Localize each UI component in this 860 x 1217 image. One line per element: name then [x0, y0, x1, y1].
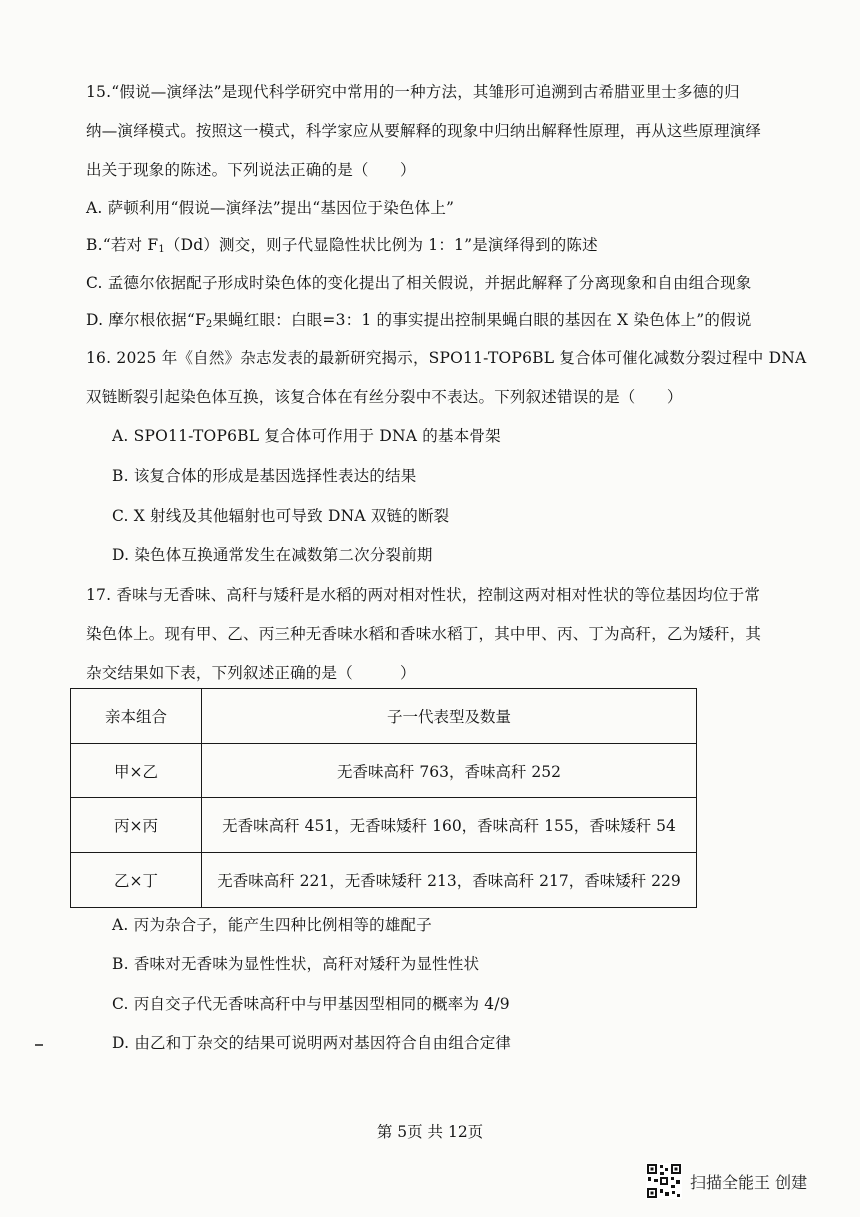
table-row: [71, 744, 697, 798]
q15-stem-line-1: 15.“假说—演绎法”是现代科学研究中常用的一种方法，其雏形可追溯到古希腊亚里士多德的归: [86, 83, 740, 101]
q15-option-d-pre: D. 摩尔根依据“F: [86, 311, 206, 329]
table-cell-cross: 乙×丁: [71, 853, 202, 908]
scan-mark: [35, 1044, 43, 1046]
q15-option-d-sub: 2: [205, 319, 213, 330]
q15-option-b-pre: B.“若对 F: [86, 236, 159, 254]
q15-option-a: A. 萨顿利用“假说—演绎法”提出“基因位于染色体上”: [86, 199, 455, 217]
table-header-cross: 亲本组合: [71, 689, 202, 744]
q16-option-d: D. 染色体互换通常发生在减数第二次分裂前期: [112, 546, 433, 564]
table-row: [71, 798, 697, 853]
qr-code-icon: [646, 1163, 682, 1199]
q17-stem-line-2: 染色体上。现有甲、乙、丙三种无香味水稻和香味水稻丁，其中甲、丙、丁为高秆，乙为矮秆，其: [86, 625, 762, 643]
q15-option-d-post: 果蝇红眼：白眼=3：1 的事实提出控制果蝇白眼的基因在 X 染色体上”的假说: [212, 311, 752, 329]
table-cell-result: 无香味高秆 763，香味高秆 252: [202, 744, 697, 798]
table-header-result: 子一代表型及数量: [202, 689, 697, 744]
q16-option-a: A. SPO11-TOP6BL 复合体可作用于 DNA 的基本骨架: [112, 427, 501, 445]
q17-stem-line-1: 17. 香味与无香味、高秆与矮秆是水稻的两对相对性状，控制这两对相对性状的等位基因均位于常: [86, 586, 761, 604]
q15-option-b-sub: 1: [158, 244, 165, 255]
scanner-watermark-text: 扫描全能王 创建: [690, 1172, 808, 1192]
q15-option-b: [86, 233, 598, 255]
q16-option-b: B. 该复合体的形成是基因选择性表达的结果: [112, 467, 417, 485]
q16-option-c: C. X 射线及其他辐射也可导致 DNA 双链的断裂: [112, 507, 450, 525]
q15-option-c: C. 孟德尔依据配子形成时染色体的变化提出了相关假说，并据此解释了分离现象和自由组合现象: [86, 274, 752, 292]
q17-option-d: D. 由乙和丁杂交的结果可说明两对基因符合自由组合定律: [112, 1034, 512, 1052]
cross-results-table: [70, 688, 697, 908]
table-cell-result: 无香味高秆 221，无香味矮秆 213，香味高秆 217，香味矮秆 229: [202, 853, 697, 908]
q17-option-c: C. 丙自交子代无香味高秆中与甲基因型相同的概率为 4/9: [112, 995, 510, 1013]
q17-stem-line-3: 杂交结果如下表，下列叙述正确的是（ ）: [86, 664, 416, 682]
q15-option-b-post: （Dd）测交，则子代显隐性状比例为 1：1”是演绎得到的陈述: [164, 236, 598, 254]
q15-option-d: [86, 308, 752, 330]
q15-stem-line-2: 纳—演绎模式。按照这一模式，科学家应从要解释的现象中归纳出解释性原理，再从这些原理演绎: [86, 122, 762, 140]
table-cell-result: 无香味高秆 451，无香味矮秆 160，香味高秆 155，香味矮秆 54: [202, 798, 697, 853]
table-cell-cross: 丙×丙: [71, 798, 202, 853]
scanner-watermark: [646, 1163, 807, 1199]
table-row: [71, 853, 697, 908]
q16-stem-line-2: 双链断裂引起染色体互换，该复合体在有丝分裂中不表达。下列叙述错误的是（ ）: [86, 388, 683, 406]
q16-stem-line-1: 16. 2025 年《自然》杂志发表的最新研究揭示，SPO11-TOP6BL 复合体可催化减数分裂过程中 DNA: [86, 349, 807, 367]
q17-option-b: B. 香味对无香味为显性性状，高秆对矮秆为显性性状: [112, 955, 480, 973]
table-header-row: [71, 689, 697, 744]
q15-stem-line-3: 出关于现象的陈述。下列说法正确的是（ ）: [86, 161, 416, 179]
q17-option-a: A. 丙为杂合子，能产生四种比例相等的雄配子: [112, 916, 432, 934]
table-cell-cross: 甲×乙: [71, 744, 202, 798]
page-number: 第 5页 共 12页: [376, 1123, 484, 1141]
